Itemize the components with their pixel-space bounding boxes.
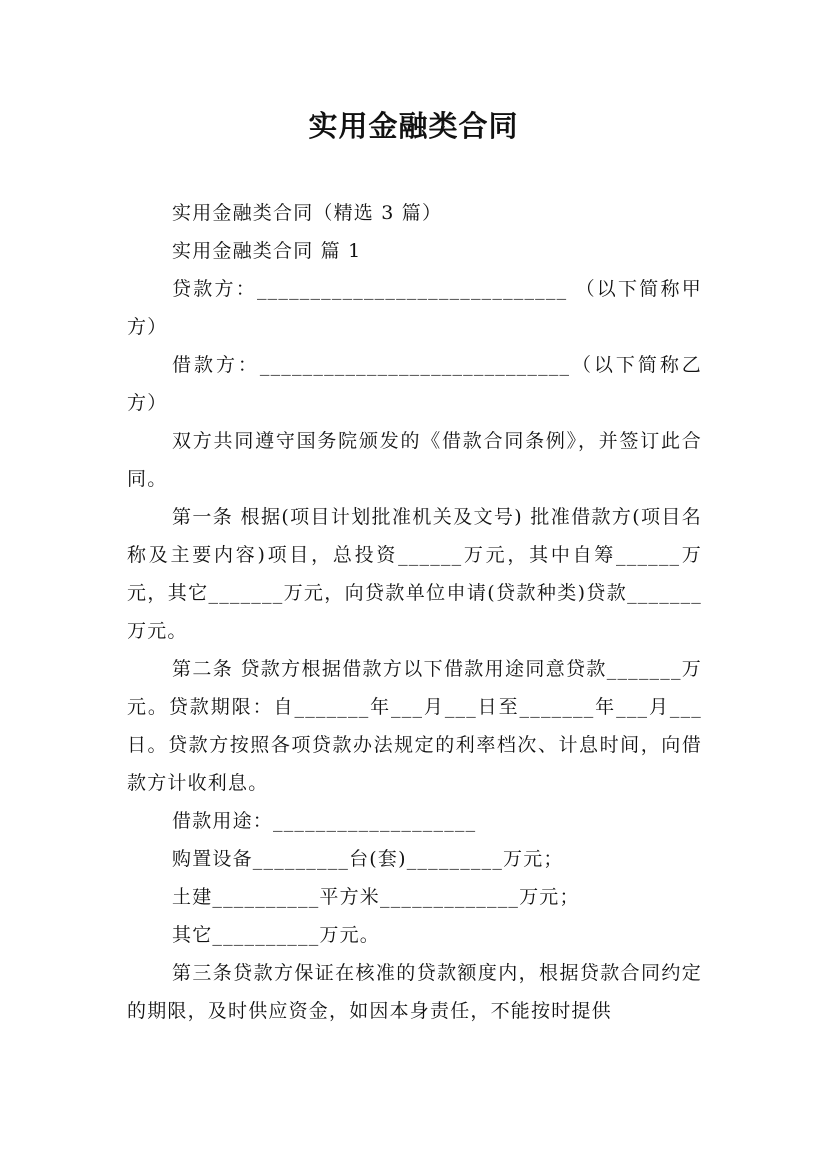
document-title: 实用金融类合同 xyxy=(308,109,519,143)
paragraph-article-3: 第三条贷款方保证在核准的贷款额度内，根据贷款合同约定的期限，及时供应资金，如因本身责任，不能按时提供 xyxy=(127,962,702,1022)
paragraph-subtitle: 实用金融类合同（精选 3 篇） xyxy=(172,202,443,224)
paragraph-article-1: 第一条 根据(项目计划批准机关及文号) 批准借款方(项目名称及主要内容)项目，总投资______万元，其中自筹______万元，其它_______万元，向贷款单位申请(贷款种类)贷款_______万元。 xyxy=(127,506,702,642)
paragraph-lender: 贷款方：_____________________________ （以下简称甲方） xyxy=(127,278,702,338)
paragraph-article-2: 第二条 贷款方根据借款方以下借款用途同意贷款_______万元。贷款期限：自_______年___月___日至_______年___月___日。贷款方按照各项贷款办法规定的利率档次、计息时间，向借款方计收利息。 xyxy=(127,658,702,794)
paragraph-section-heading: 实用金融类合同 篇 1 xyxy=(172,240,362,262)
document-body xyxy=(127,194,702,1030)
paragraph-other: 其它__________万元。 xyxy=(172,924,381,946)
paragraph-agreement: 双方共同遵守国务院颁发的《借款合同条例》，并签订此合同。 xyxy=(127,430,702,490)
paragraph-loan-purpose: 借款用途：___________________ xyxy=(172,810,477,832)
paragraph-equipment: 购置设备_________台(套)_________万元； xyxy=(172,848,564,870)
paragraph-borrower: 借款方：_____________________________（以下简称乙方） xyxy=(127,354,702,414)
paragraph-construction: 土建__________平方米_____________万元； xyxy=(172,886,580,908)
